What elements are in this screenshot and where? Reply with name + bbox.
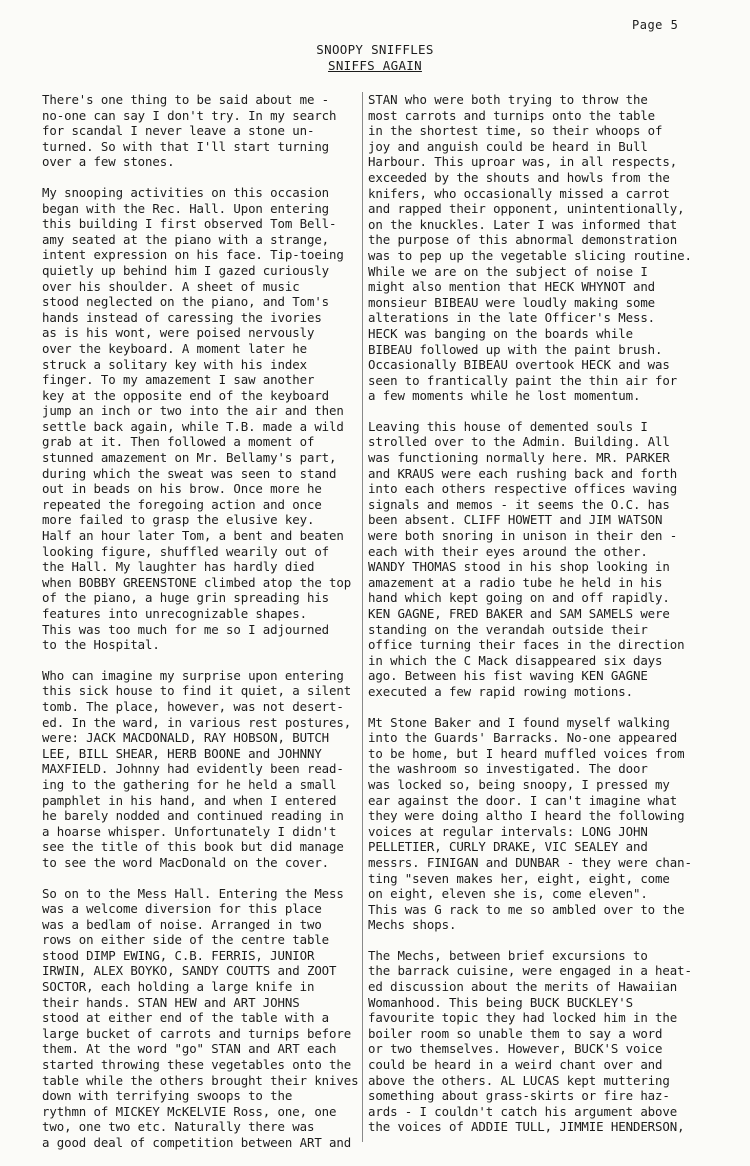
paragraph: So on to the Mess Hall. Entering the Mess was a welcome diversion for this place was a bedlam of noise. Arranged in two rows on either side of the centre table stood DIMP EWING, C.B. FERRIS, JUNIOR IRWIN, ALEX BOYKO, SANDY COUTTS and ZOOT SOCTOR, each holding a large knife in their hands. STAN HEW and ART JOHNS stood at either end of the table with a large bucket of carrots and turnips before them. At the word "go" STAN and ART each started throwing these vegetables onto the table while the others brought their knives down with terrifying swoops to the rythmn of MICKEY McKELVIE Ross, one, one two, one two etc. Naturally there was a good deal of competition between ART and [42,885,359,1150]
article-subtitle: SNIFFS AGAIN [328,58,422,73]
paragraph: There's one thing to be said about me - no-one can say I don't try. In my search for scandal I never leave a stone un- turned. So with that I'll start turning over a few stones. [42,92,337,170]
left-column [42,92,360,1166]
paragraph: Who can imagine my surprise upon entering this sick house to find it quiet, a silent tomb. The place, however, was not desert- ed. In the ward, in various rest postures, were: JACK MACDONALD, RAY HOBSON, BUTCH LEE, BILL SHEAR, HERB BOONE and JOHNNY MAXFIELD. Johnny had evidently been read- ing to the gathering for he held a small pamphlet in his hand, and when I entered he barely nodded and continued reading in a hoarse whisper. Unfortunately I didn't see the title of this book but did manage to see the word MacDonald on the cover. [42,667,352,870]
paragraph: Mt Stone Baker and I found myself walking into the Guards' Barracks. No-one appeared to be home, but I heard muffled voices from the washroom so investigated. The door was locked so, being snoopy, I pressed my ear against the door. I can't imagine what they were doing altho I heard the following voices at regular intervals: LONG JOHN PELLETIER, CURLY DRAKE, VIC SEALEY and messrs. FINIGAN and DUNBAR - they were chan- ting "seven makes her, eight, eight, come on eight, eleven she is, come eleven". This was G rack to me so ambled over to the Mechs shops. [368,714,692,933]
paragraph: Leaving this house of demented souls I strolled over to the Admin. Building. All was functioning normally here. MR. PARKER and KRAUS were each rushing back and forth into each others respective offices waving signals and memos - it seems the O.C. has been absent. CLIFF HOWETT and JIM WATSON were both snoring in unison in their den - each with their eyes around the other. WANDY THOMAS stood in his shop looking in amazement at a radio tube he held in his hand which kept going on and off rapidly. KEN GAGNE, FRED BAKER and SAM SAMELS were standing on the verandah outside their office turning their faces in the direction in which the C Mack disappeared six days ago. Between his fist waving KEN GAGNE executed a few rapid rowing motions. [368,418,685,699]
paragraph: My snooping activities on this occasion began with the Rec. Hall. Upon entering this building I first observed Tom Bell- amy seated at the piano with a strange, intent expression on his face. Tip-toeing quietly up behind him I gazed curiously over his shoulder. A sheet of music stood neglected on the piano, and Tom's hands instead of caressing the ivories as is his wont, were poised nervously over the keyboard. A moment later he struck a solitary key with his index finger. To my amazement I saw another key at the opposite end of the keyboard jump an inch or two into the air and then settle back again, while T.B. made a wild grab at it. Then followed a moment of stunned amazement on Mr. Bellamy's part, during which the sweat was seen to stand out in beads on his brow. Once more he repeated the foregoing action and once more failed to grasp the elusive key. Half an hour later Tom, a bent and beaten looking figure, shuffled wearily out of the Hall. My laughter has hardly died when BOBBY GREENSTONE climbed atop the top of the piano, a huge grin spreading his features into unrecognizable shapes. This was too much for me so I adjourned to the Hospital. [42,184,352,653]
paragraph: The Mechs, between brief excursions to the barrack cuisine, were engaged in a heat- ed discussion about the merits of Hawaiian Womanhood. This being BUCK BUCKLEY'S favourite topic they had locked him in the boiler room so unable them to say a word or two themselves. However, BUCK'S voice could be heard in a weird chant over and above the others. AL LUCAS kept muttering something about grass-skirts or fire haz- ards - I couldn't catch his argument above the voices of ADDIE TULL, JIMMIE HENDERSON, [368,947,692,1135]
article-title: SNOOPY SNIFFLES [316,42,434,57]
right-column [368,92,698,1150]
paragraph: STAN who were both trying to throw the most carrots and turnips onto the table in the shortest time, so their whoops of joy and anguish could be heard in Bull Harbour. This uproar was, in all respects, exceeded by the shouts and howls from the knifers, who occasionally missed a carrot and rapped their opponent, unintentionally, on the knuckles. Later I was informed that the purpose of this abnormal demonstration was to pep up the vegetable slicing routine. While we are on the subject of noise I might also mention that HECK WHYNOT and monsieur BIBEAU were loudly making some alterations in the late Officer's Mess. HECK was banging on the boards while BIBEAU followed up with the paint brush. Occasionally BIBEAU overtook HECK and was seen to frantically paint the thin air for a few moments while he lost momentum. [368,92,692,404]
article-header [0,42,750,74]
page-number: Page 5 [632,18,679,32]
column-divider [362,92,363,1142]
